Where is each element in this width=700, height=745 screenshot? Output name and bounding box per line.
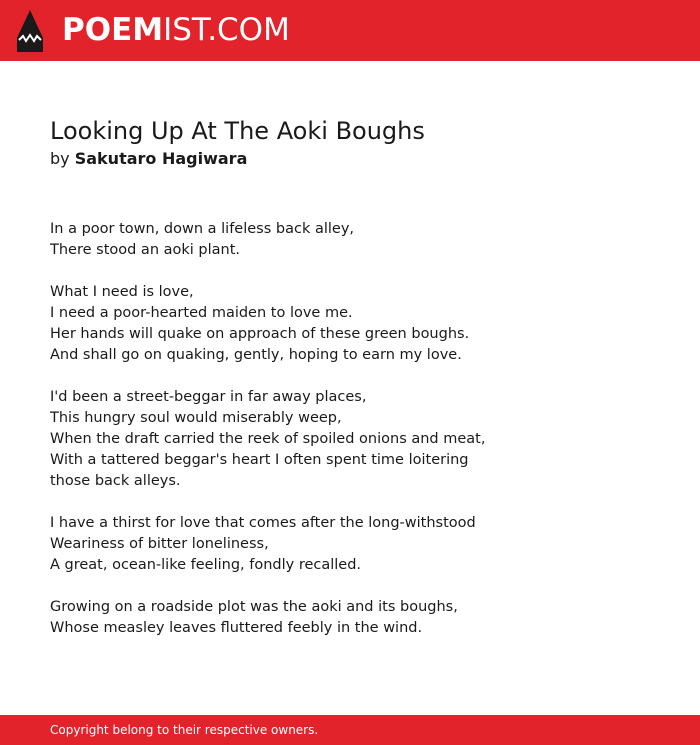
site-header: [0, 0, 700, 61]
poem-line: Growing on a roadside plot was the aoki and its boughs,: [50, 599, 458, 615]
site-footer: [0, 715, 700, 745]
poem-line: With a tattered beggar's heart I often spent time loitering: [50, 452, 469, 468]
copyright-text: Copyright belong to their respective owners.: [50, 723, 319, 737]
poem-line: Weariness of bitter loneliness,: [50, 536, 269, 552]
poem-line: This hungry soul would miserably weep,: [50, 410, 342, 426]
poem-line: I need a poor-hearted maiden to love me.: [50, 305, 353, 321]
stanza: [50, 387, 650, 492]
stanza: [50, 597, 650, 639]
poem-line: I'd been a street-beggar in far away places,: [50, 389, 367, 405]
stanza: [50, 282, 650, 366]
poem-line: Her hands will quake on approach of these green boughs.: [50, 326, 470, 342]
poem-line: A great, ocean-like feeling, fondly recalled.: [50, 557, 362, 573]
poem-body: [50, 219, 650, 660]
poem-line: There stood an aoki plant.: [50, 242, 241, 258]
poem-title: Looking Up At The Aoki Boughs: [50, 117, 425, 145]
poem-line: And shall go on quaking, gently, hoping to earn my love.: [50, 347, 462, 363]
pencil-tip-icon[interactable]: [17, 10, 43, 52]
by-label: by: [50, 149, 70, 168]
stanza: [50, 513, 650, 576]
site-logo-text[interactable]: [62, 12, 290, 48]
poem-line: When the draft carried the reek of spoiled onions and meat,: [50, 431, 486, 447]
brand-light-text: IST.COM: [163, 12, 290, 48]
stanza: [50, 219, 650, 261]
poem-line: Whose measley leaves fluttered feebly in the wind.: [50, 620, 423, 636]
brand-bold-text: POEM: [62, 12, 164, 48]
byline: [50, 148, 247, 170]
poem-line: What I need is love,: [50, 284, 194, 300]
poem-line: In a poor town, down a lifeless back alley,: [50, 221, 355, 237]
poem-line: I have a thirst for love that comes after the long-withstood: [50, 515, 476, 531]
poem-line: those back alleys.: [50, 473, 181, 489]
author-name[interactable]: Sakutaro Hagiwara: [74, 149, 248, 168]
